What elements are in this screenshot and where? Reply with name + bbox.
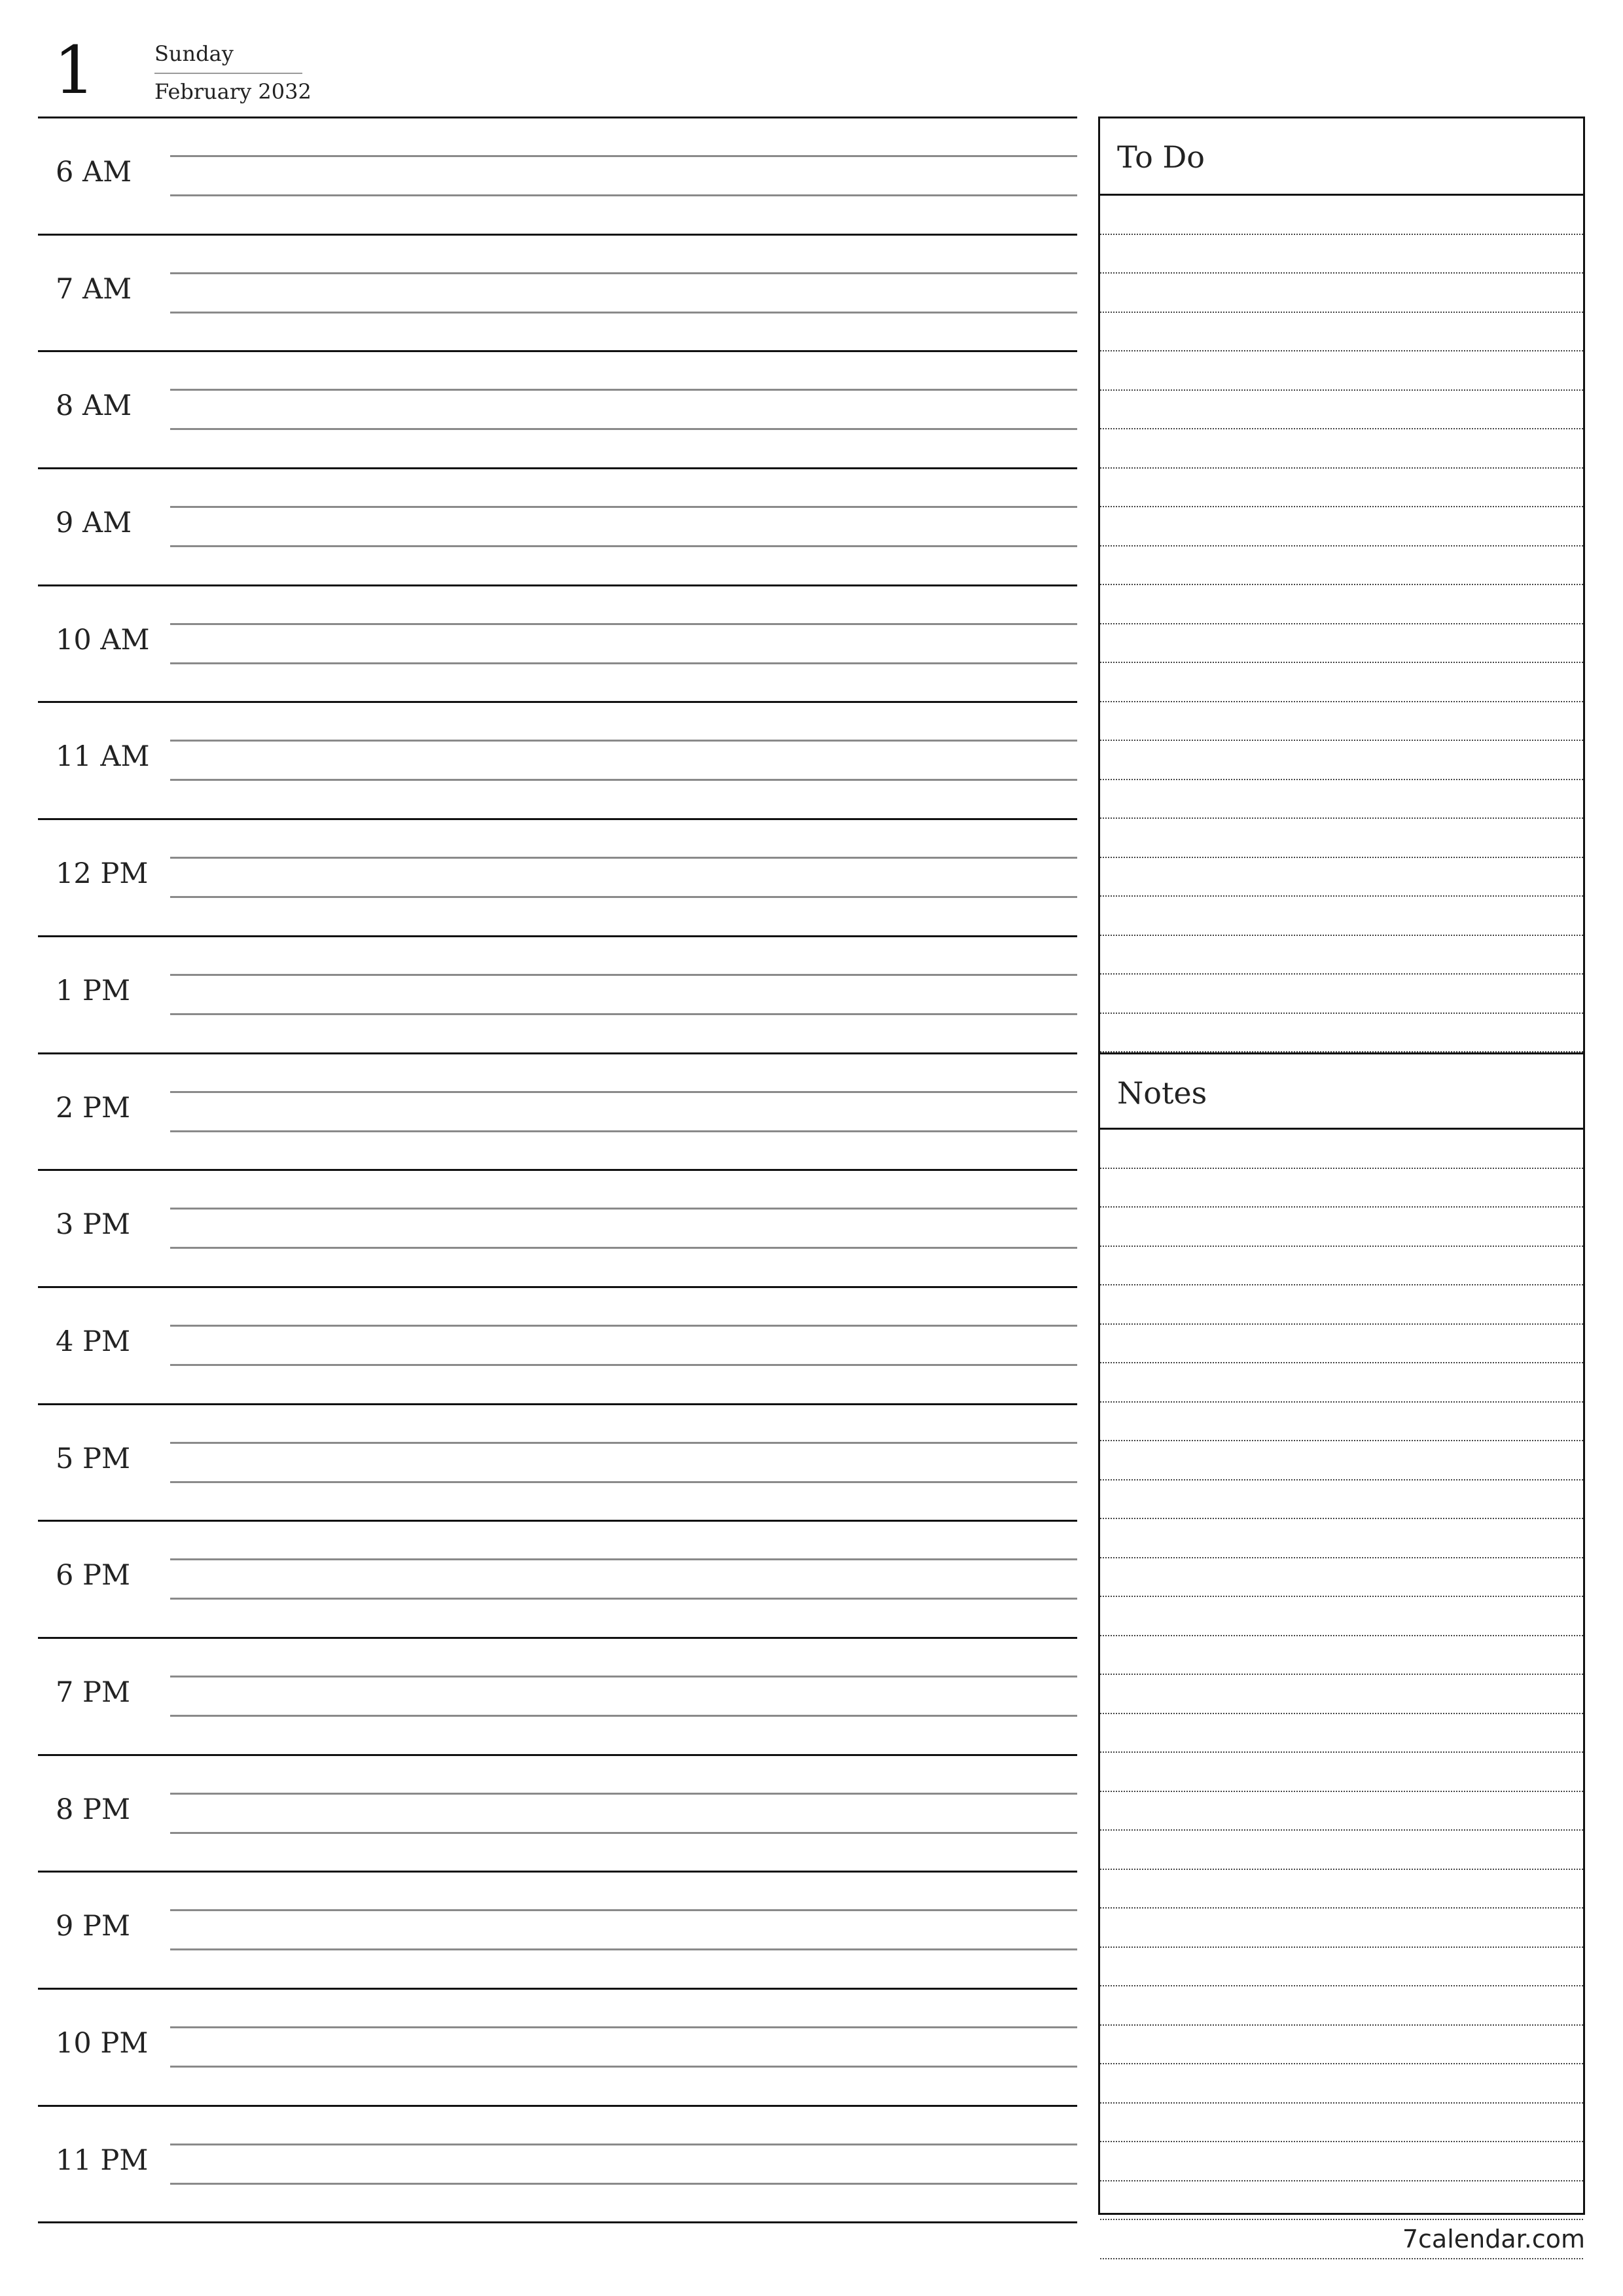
hour-label: 2 PM <box>56 1091 130 1124</box>
hour-row <box>38 234 1077 351</box>
hour-row <box>38 117 1077 234</box>
writing-line[interactable] <box>170 1948 1077 1950</box>
dotted-line[interactable] <box>1100 1363 1583 1403</box>
writing-line[interactable] <box>170 428 1077 430</box>
hour-row <box>38 935 1077 1052</box>
dotted-line[interactable] <box>1100 1792 1583 1831</box>
writing-line[interactable] <box>170 312 1077 314</box>
writing-line[interactable] <box>170 1481 1077 1483</box>
dotted-line[interactable] <box>1100 1948 1583 1987</box>
dotted-line[interactable] <box>1100 429 1583 469</box>
writing-line[interactable] <box>170 1832 1077 1834</box>
dotted-line[interactable] <box>1100 1986 1583 2026</box>
hour-label: 5 PM <box>56 1442 130 1475</box>
hour-label: 9 AM <box>56 507 132 540</box>
hour-label: 8 PM <box>56 1793 130 1826</box>
writing-line[interactable] <box>170 272 1077 274</box>
dotted-line[interactable] <box>1100 858 1583 897</box>
writing-line[interactable] <box>170 1208 1077 1210</box>
writing-line[interactable] <box>170 2066 1077 2068</box>
dotted-line[interactable] <box>1100 702 1583 742</box>
dotted-line[interactable] <box>1100 235 1583 274</box>
dotted-line[interactable] <box>1100 1636 1583 1676</box>
dotted-line[interactable] <box>1100 1480 1583 1520</box>
dotted-line[interactable] <box>1100 1247 1583 1286</box>
dotted-line[interactable] <box>1100 1597 1583 1636</box>
hour-label: 11 PM <box>56 2144 149 2177</box>
hour-row <box>38 1520 1077 1637</box>
hour-label: 9 PM <box>56 1910 130 1943</box>
dotted-line[interactable] <box>1100 391 1583 430</box>
month-year-label: February 2032 <box>154 79 312 104</box>
writing-line[interactable] <box>170 2026 1077 2028</box>
hour-label: 1 PM <box>56 974 130 1007</box>
writing-line[interactable] <box>170 1793 1077 1795</box>
dotted-line[interactable] <box>1100 1441 1583 1480</box>
dotted-line[interactable] <box>1100 1325 1583 1364</box>
hour-row <box>38 1871 1077 1988</box>
writing-line[interactable] <box>170 1909 1077 1911</box>
hour-row <box>38 350 1077 467</box>
side-panel <box>1098 117 1585 2215</box>
dotted-line[interactable] <box>1100 351 1583 391</box>
dotted-line[interactable] <box>1100 741 1583 780</box>
dotted-line[interactable] <box>1100 1130 1583 1169</box>
dotted-line[interactable] <box>1100 1403 1583 1442</box>
hour-label: 6 AM <box>56 156 132 188</box>
dotted-line[interactable] <box>1100 1714 1583 1753</box>
writing-line[interactable] <box>170 857 1077 859</box>
hour-row <box>38 1403 1077 1520</box>
dotted-line[interactable] <box>1100 2142 1583 2181</box>
dotted-line[interactable] <box>1100 780 1583 819</box>
dotted-line[interactable] <box>1100 1014 1583 1053</box>
dotted-line[interactable] <box>1100 507 1583 547</box>
dotted-line[interactable] <box>1100 1519 1583 1558</box>
dotted-line[interactable] <box>1100 1169 1583 1208</box>
writing-line[interactable] <box>170 1598 1077 1600</box>
day-number: 1 <box>54 32 96 109</box>
dotted-line[interactable] <box>1100 196 1583 235</box>
dotted-line[interactable] <box>1100 1285 1583 1325</box>
hour-label: 8 AM <box>56 389 132 423</box>
writing-line[interactable] <box>170 779 1077 781</box>
dotted-line[interactable] <box>1100 1558 1583 1598</box>
writing-line[interactable] <box>170 1676 1077 1677</box>
writing-line[interactable] <box>170 1325 1077 1327</box>
dotted-line[interactable] <box>1100 1753 1583 1792</box>
hour-row <box>38 1988 1077 2105</box>
dotted-line[interactable] <box>1100 547 1583 586</box>
dotted-line[interactable] <box>1100 975 1583 1014</box>
dotted-line[interactable] <box>1100 2026 1583 2065</box>
writing-line[interactable] <box>170 506 1077 508</box>
writing-line[interactable] <box>170 1247 1077 1249</box>
writing-line[interactable] <box>170 155 1077 157</box>
site-footer: 7calendar.com <box>1402 2225 1585 2253</box>
hour-row <box>38 1169 1077 1286</box>
todo-lines <box>1100 196 1583 1052</box>
hour-label: 7 AM <box>56 272 132 306</box>
dotted-line[interactable] <box>1100 585 1583 624</box>
hour-label: 12 PM <box>56 857 149 891</box>
dotted-line[interactable] <box>1100 1675 1583 1714</box>
hour-row <box>38 1754 1077 1871</box>
dotted-line[interactable] <box>1100 1208 1583 1247</box>
notes-lines <box>1100 1130 1583 2259</box>
header-divider <box>154 73 302 74</box>
hour-label: 4 PM <box>56 1325 130 1358</box>
writing-line[interactable] <box>170 1364 1077 1366</box>
writing-line[interactable] <box>170 662 1077 664</box>
dotted-line[interactable] <box>1100 313 1583 352</box>
writing-line[interactable] <box>170 545 1077 547</box>
hour-row <box>38 467 1077 584</box>
hourly-schedule <box>38 117 1077 2223</box>
weekday-label: Sunday <box>154 41 234 66</box>
hour-label: 10 AM <box>56 623 150 656</box>
dotted-line[interactable] <box>1100 274 1583 313</box>
dotted-line[interactable] <box>1100 819 1583 858</box>
hour-label: 7 PM <box>56 1676 130 1709</box>
dotted-line[interactable] <box>1100 1870 1583 1909</box>
dotted-line[interactable] <box>1100 1831 1583 1870</box>
dotted-line[interactable] <box>1100 624 1583 664</box>
hour-row <box>38 2105 1077 2224</box>
writing-line[interactable] <box>170 740 1077 742</box>
dotted-line[interactable] <box>1100 2104 1583 2143</box>
hour-row <box>38 1286 1077 1403</box>
writing-line[interactable] <box>170 896 1077 898</box>
writing-line[interactable] <box>170 1130 1077 1132</box>
hour-row <box>38 1052 1077 1170</box>
dotted-line[interactable] <box>1100 2181 1583 2221</box>
dotted-line[interactable] <box>1100 2064 1583 2104</box>
dotted-line[interactable] <box>1100 897 1583 936</box>
hour-label: 10 PM <box>56 2027 149 2060</box>
dotted-line[interactable] <box>1100 936 1583 975</box>
dotted-line[interactable] <box>1100 663 1583 702</box>
todo-title: To Do <box>1100 118 1583 196</box>
writing-line[interactable] <box>170 1091 1077 1093</box>
hour-row <box>38 584 1077 702</box>
dotted-line[interactable] <box>1100 469 1583 508</box>
writing-line[interactable] <box>170 1013 1077 1015</box>
writing-line[interactable] <box>170 974 1077 976</box>
hour-row <box>38 818 1077 935</box>
notes-title: Notes <box>1100 1052 1583 1130</box>
hour-label: 11 AM <box>56 740 150 774</box>
hour-label: 6 PM <box>56 1559 130 1592</box>
writing-line[interactable] <box>170 1442 1077 1444</box>
writing-line[interactable] <box>170 2183 1077 2185</box>
writing-line[interactable] <box>170 194 1077 196</box>
writing-line[interactable] <box>170 623 1077 625</box>
writing-line[interactable] <box>170 2144 1077 2145</box>
hour-row <box>38 1637 1077 1754</box>
writing-line[interactable] <box>170 389 1077 391</box>
hour-row <box>38 701 1077 818</box>
dotted-line[interactable] <box>1100 1909 1583 1948</box>
writing-line[interactable] <box>170 1558 1077 1560</box>
hour-label: 3 PM <box>56 1208 130 1242</box>
writing-line[interactable] <box>170 1715 1077 1717</box>
